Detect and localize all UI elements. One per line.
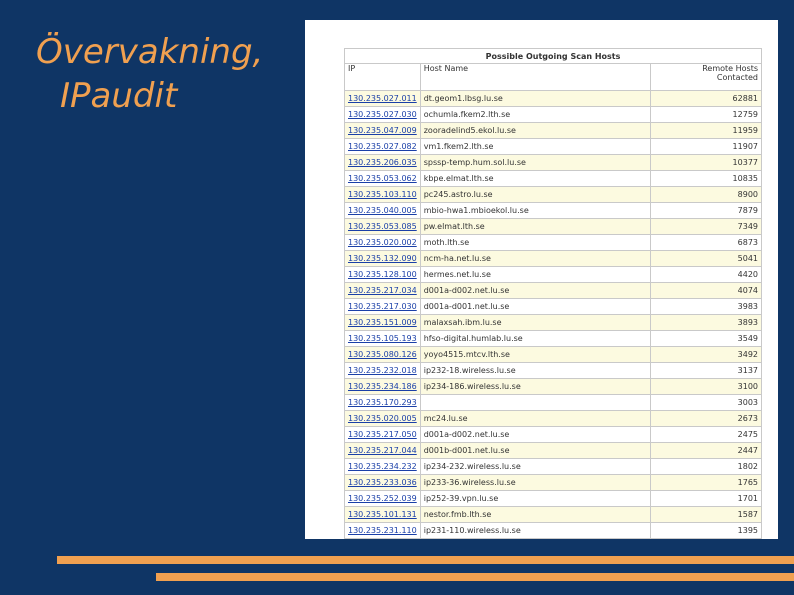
table-caption: Possible Outgoing Scan Hosts: [345, 49, 762, 64]
table-row: [345, 91, 762, 107]
host-name-cell: malaxsah.ibm.lu.se: [420, 315, 650, 331]
accent-bar-short: [156, 573, 794, 581]
host-name-cell: vm1.fkem2.lth.se: [420, 139, 650, 155]
column-header-host: Host Name: [420, 64, 650, 91]
ip-cell: [345, 475, 421, 491]
remote-hosts-count-cell: 7349: [650, 219, 761, 235]
host-name-cell: moth.lth.se: [420, 235, 650, 251]
remote-hosts-count-cell: 11959: [650, 123, 761, 139]
column-header-count-line1: Remote Hosts: [702, 64, 758, 73]
host-name-cell: mc24.lu.se: [420, 411, 650, 427]
ip-link[interactable]: 130.235.231.110: [348, 526, 417, 535]
host-name-cell: d001a-d002.net.lu.se: [420, 427, 650, 443]
ip-cell: [345, 363, 421, 379]
ip-cell: [345, 267, 421, 283]
table-row: [345, 331, 762, 347]
accent-bar-long: [57, 556, 794, 564]
ip-link[interactable]: 130.235.132.090: [348, 254, 417, 263]
table-row: [345, 523, 762, 539]
host-name-cell: ip232-18.wireless.lu.se: [420, 363, 650, 379]
remote-hosts-count-cell: 4074: [650, 283, 761, 299]
remote-hosts-count-cell: 2475: [650, 427, 761, 443]
host-name-cell: [420, 395, 650, 411]
ip-cell: [345, 155, 421, 171]
table-row: [345, 283, 762, 299]
table-row: [345, 459, 762, 475]
ip-link[interactable]: 130.235.233.036: [348, 478, 417, 487]
ip-cell: [345, 107, 421, 123]
ip-link[interactable]: 130.235.170.293: [348, 398, 417, 407]
remote-hosts-count-cell: 62881: [650, 91, 761, 107]
remote-hosts-count-cell: 6873: [650, 235, 761, 251]
remote-hosts-count-cell: 1395: [650, 523, 761, 539]
ip-cell: [345, 251, 421, 267]
ip-cell: [345, 379, 421, 395]
table-row: [345, 411, 762, 427]
ip-cell: [345, 299, 421, 315]
remote-hosts-count-cell: 12759: [650, 107, 761, 123]
table-row: [345, 507, 762, 523]
ip-cell: [345, 411, 421, 427]
host-name-cell: ip234-232.wireless.lu.se: [420, 459, 650, 475]
ip-cell: [345, 171, 421, 187]
ip-link[interactable]: 130.235.217.044: [348, 446, 417, 455]
host-name-cell: ochumla.fkem2.lth.se: [420, 107, 650, 123]
table-row: [345, 299, 762, 315]
table-row: [345, 315, 762, 331]
remote-hosts-count-cell: 10377: [650, 155, 761, 171]
remote-hosts-count-cell: 11907: [650, 139, 761, 155]
table-row: [345, 187, 762, 203]
host-name-cell: mbio-hwa1.mbioekol.lu.se: [420, 203, 650, 219]
remote-hosts-count-cell: 3100: [650, 379, 761, 395]
host-name-cell: d001a-d001.net.lu.se: [420, 299, 650, 315]
slide-title: [36, 30, 263, 118]
ipaudit-screenshot: [305, 20, 778, 539]
table-row: [345, 123, 762, 139]
host-name-cell: d001a-d002.net.lu.se: [420, 283, 650, 299]
ip-cell: [345, 283, 421, 299]
ip-link[interactable]: 130.235.217.050: [348, 430, 417, 439]
ip-link[interactable]: 130.235.128.100: [348, 270, 417, 279]
ip-cell: [345, 91, 421, 107]
column-header-count-line2: Contacted: [716, 73, 758, 82]
table-row: [345, 267, 762, 283]
ip-link[interactable]: 130.235.101.131: [348, 510, 417, 519]
ip-link[interactable]: 130.235.040.005: [348, 206, 417, 215]
host-name-cell: hermes.net.lu.se: [420, 267, 650, 283]
ip-cell: [345, 395, 421, 411]
host-name-cell: ip234-186.wireless.lu.se: [420, 379, 650, 395]
host-name-cell: spssp-temp.hum.sol.lu.se: [420, 155, 650, 171]
ip-link[interactable]: 130.235.047.009: [348, 126, 417, 135]
ip-cell: [345, 315, 421, 331]
remote-hosts-count-cell: 3003: [650, 395, 761, 411]
ip-cell: [345, 219, 421, 235]
host-name-cell: yoyo4515.mtcv.lth.se: [420, 347, 650, 363]
slide-title-line2: IPaudit: [60, 76, 178, 116]
ip-cell: [345, 187, 421, 203]
host-name-cell: ip231-110.wireless.lu.se: [420, 523, 650, 539]
ip-cell: [345, 235, 421, 251]
host-name-cell: nestor.fmb.lth.se: [420, 507, 650, 523]
ip-cell: [345, 443, 421, 459]
host-name-cell: ncm-ha.net.lu.se: [420, 251, 650, 267]
remote-hosts-count-cell: 7879: [650, 203, 761, 219]
ip-cell: [345, 507, 421, 523]
table-row: [345, 107, 762, 123]
column-header-count: [650, 64, 761, 91]
table-row: [345, 443, 762, 459]
remote-hosts-count-cell: 1765: [650, 475, 761, 491]
table-row: [345, 379, 762, 395]
remote-hosts-count-cell: 4420: [650, 267, 761, 283]
host-name-cell: pw.elmat.lth.se: [420, 219, 650, 235]
table-row: [345, 491, 762, 507]
remote-hosts-count-cell: 1701: [650, 491, 761, 507]
ip-link[interactable]: 130.235.234.186: [348, 382, 417, 391]
ip-link[interactable]: 130.235.053.062: [348, 174, 417, 183]
ip-link[interactable]: 130.235.020.005: [348, 414, 417, 423]
remote-hosts-count-cell: 3549: [650, 331, 761, 347]
table-row: [345, 139, 762, 155]
host-name-cell: hfso-digital.humlab.lu.se: [420, 331, 650, 347]
host-name-cell: ip252-39.vpn.lu.se: [420, 491, 650, 507]
remote-hosts-count-cell: 1802: [650, 459, 761, 475]
host-name-cell: pc245.astro.lu.se: [420, 187, 650, 203]
table-row: [345, 475, 762, 491]
table-row: [345, 203, 762, 219]
host-name-cell: kbpe.elmat.lth.se: [420, 171, 650, 187]
host-name-cell: ip233-36.wireless.lu.se: [420, 475, 650, 491]
ip-link[interactable]: 130.235.080.126: [348, 350, 417, 359]
table-row: [345, 171, 762, 187]
table-body: [345, 91, 762, 539]
slide-title-line1: Övervakning,: [36, 32, 264, 72]
remote-hosts-count-cell: 3137: [650, 363, 761, 379]
ip-cell: [345, 331, 421, 347]
table-row: [345, 427, 762, 443]
ip-link[interactable]: 130.235.206.035: [348, 158, 417, 167]
ip-cell: [345, 523, 421, 539]
remote-hosts-count-cell: 2673: [650, 411, 761, 427]
ip-link[interactable]: 130.235.027.030: [348, 110, 417, 119]
remote-hosts-count-cell: 3492: [650, 347, 761, 363]
remote-hosts-count-cell: 8900: [650, 187, 761, 203]
ip-cell: [345, 347, 421, 363]
remote-hosts-count-cell: 3983: [650, 299, 761, 315]
ip-link[interactable]: 130.235.234.232: [348, 462, 417, 471]
column-header-ip: IP: [345, 64, 421, 91]
host-name-cell: zooradelind5.ekol.lu.se: [420, 123, 650, 139]
table-row: [345, 219, 762, 235]
table-row: [345, 155, 762, 171]
ip-link[interactable]: 130.235.020.002: [348, 238, 417, 247]
table-row: [345, 347, 762, 363]
table-row: [345, 363, 762, 379]
ip-link[interactable]: 130.235.027.082: [348, 142, 417, 151]
table-row: [345, 395, 762, 411]
host-name-cell: dt.geom1.lbsg.lu.se: [420, 91, 650, 107]
ip-link[interactable]: 130.235.217.034: [348, 286, 417, 295]
scan-hosts-table: [344, 48, 762, 539]
ip-link[interactable]: 130.235.217.030: [348, 302, 417, 311]
ip-link[interactable]: 130.235.027.011: [348, 94, 417, 103]
remote-hosts-count-cell: 10835: [650, 171, 761, 187]
ip-cell: [345, 123, 421, 139]
table-row: [345, 251, 762, 267]
ip-cell: [345, 491, 421, 507]
ip-link[interactable]: 130.235.232.018: [348, 366, 417, 375]
ip-link[interactable]: 130.235.252.039: [348, 494, 417, 503]
ip-cell: [345, 203, 421, 219]
ip-cell: [345, 459, 421, 475]
ip-link[interactable]: 130.235.105.193: [348, 334, 417, 343]
ip-link[interactable]: 130.235.151.009: [348, 318, 417, 327]
remote-hosts-count-cell: 3893: [650, 315, 761, 331]
ip-cell: [345, 427, 421, 443]
table-row: [345, 235, 762, 251]
ip-link[interactable]: 130.235.053.085: [348, 222, 417, 231]
ip-link[interactable]: 130.235.103.110: [348, 190, 417, 199]
ip-cell: [345, 139, 421, 155]
remote-hosts-count-cell: 1587: [650, 507, 761, 523]
host-name-cell: d001b-d001.net.lu.se: [420, 443, 650, 459]
remote-hosts-count-cell: 5041: [650, 251, 761, 267]
remote-hosts-count-cell: 2447: [650, 443, 761, 459]
